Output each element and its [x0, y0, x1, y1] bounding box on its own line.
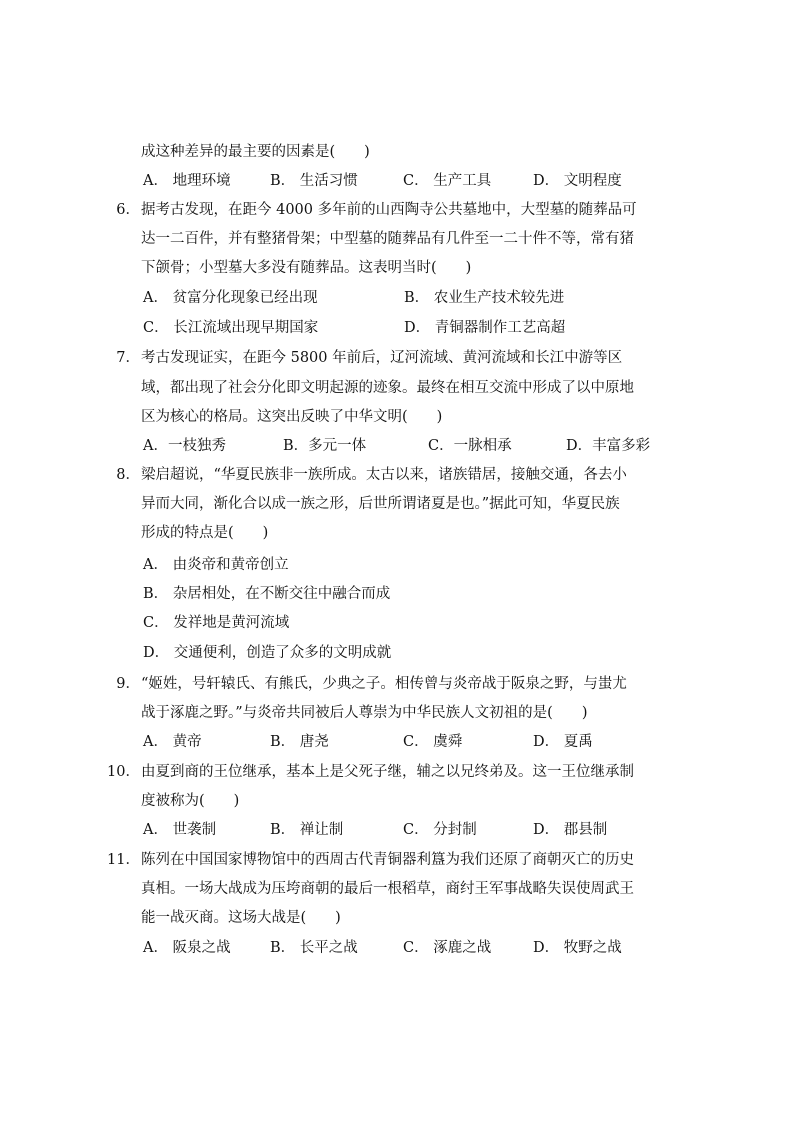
q6-line: 达一二百件，并有整猪骨架；中型墓的随葬品有几件至一二十件不等，常有猪: [141, 231, 634, 247]
q9-line: “姬姓，号轩辕氏、有熊氏，少典之子。相传曾与炎帝战于阪泉之野，与蚩尤: [141, 676, 627, 692]
q6-line: 据考古发现，在距今 4000 多年前的山西陶寺公共墓地中，大型墓的随葬品可: [141, 202, 637, 218]
q11-option-b: B． 长平之战: [270, 940, 358, 956]
q9-option-a: A． 黄帝: [143, 734, 202, 750]
q6-option-a: A． 贫富分化现象已经出现: [143, 290, 318, 306]
q5-option-b: B． 生活习惯: [270, 173, 358, 189]
q9-option-b: B． 唐尧: [270, 734, 329, 750]
q5-option-a: A． 地理环境: [143, 173, 231, 189]
q5-stem: 成这种差异的最主要的因素是( ): [141, 144, 370, 160]
q10-number: 10．: [107, 764, 140, 780]
q11-line: 能一战灭商。这场大战是( ): [141, 910, 341, 926]
q8-option-b: B． 杂居相处，在不断交往中融合而成: [143, 586, 391, 602]
q11-line: 陈列在中国国家博物馆中的西周古代青铜器利簋为我们还原了商朝灭亡的历史: [141, 852, 634, 868]
q5-option-d: D． 文明程度: [533, 173, 622, 189]
q10-line: 由夏到商的王位继承，基本上是父死子继，辅之以兄终弟及。这一王位继承制: [141, 764, 634, 780]
q10-option-b: B． 禅让制: [270, 822, 344, 838]
q6-option-b: B． 农业生产技术较先进: [404, 290, 565, 306]
q9-number: 9．: [116, 676, 140, 692]
q8-line: 异而大同，渐化合以成一族之形，后世所谓诸夏是也。”据此可知，华夏民族: [141, 496, 620, 512]
q7-option-d: D．丰富多彩: [566, 438, 651, 454]
q11-option-a: A． 阪泉之战: [143, 940, 231, 956]
q11-line: 真相。一场大战成为压垮商朝的最后一根稻草，商纣王军事战略失误使周武王: [141, 881, 634, 897]
q11-option-d: D． 牧野之战: [533, 940, 622, 956]
q7-option-c: C．一脉相承: [428, 438, 512, 454]
q6-option-d: D． 青铜器制作工艺高超: [404, 320, 566, 336]
q7-number: 7．: [116, 350, 140, 366]
q7-option-b: B．多元一体: [283, 438, 367, 454]
q10-option-c: C． 分封制: [403, 822, 477, 838]
q6-option-c: C． 长江流域出现早期国家: [143, 320, 319, 336]
q8-number: 8．: [116, 467, 140, 483]
q10-option-a: A． 世袭制: [143, 822, 217, 838]
q9-option-c: C． 虞舜: [403, 734, 463, 750]
q11-option-c: C． 涿鹿之战: [403, 940, 492, 956]
q8-line: 形成的特点是( ): [141, 525, 269, 541]
q8-option-a: A． 由炎帝和黄帝创立: [143, 557, 289, 573]
q7-line: 区为核心的格局。这突出反映了中华文明( ): [141, 409, 443, 425]
q6-number: 6．: [116, 202, 140, 218]
q8-line: 梁启超说，“华夏民族非一族所成。太古以来，诸族错居，接触交通，各去小: [141, 467, 627, 483]
q8-option-d: D． 交通便利，创造了众多的文明成就: [143, 645, 392, 661]
q11-number: 11．: [107, 852, 140, 868]
q7-option-a: A．一枝独秀: [143, 438, 226, 454]
q10-option-d: D． 郡县制: [533, 822, 608, 838]
q6-line: 下颌骨；小型墓大多没有随葬品。这表明当时( ): [141, 260, 472, 276]
q8-option-c: C． 发祥地是黄河流域: [143, 615, 290, 631]
q5-option-c: C． 生产工具: [403, 173, 492, 189]
q7-line: 考古发现证实，在距今 5800 年前后，辽河流域、黄河流域和长江中游等区: [141, 350, 623, 366]
q9-option-d: D． 夏禹: [533, 734, 593, 750]
q9-line: 战于涿鹿之野。”与炎帝共同被后人尊崇为中华民族人文初祖的是( ): [141, 705, 588, 721]
q7-line: 域，都出现了社会分化即文明起源的迹象。最终在相互交流中形成了以中原地: [141, 380, 634, 396]
q10-line: 度被称为( ): [141, 793, 240, 809]
